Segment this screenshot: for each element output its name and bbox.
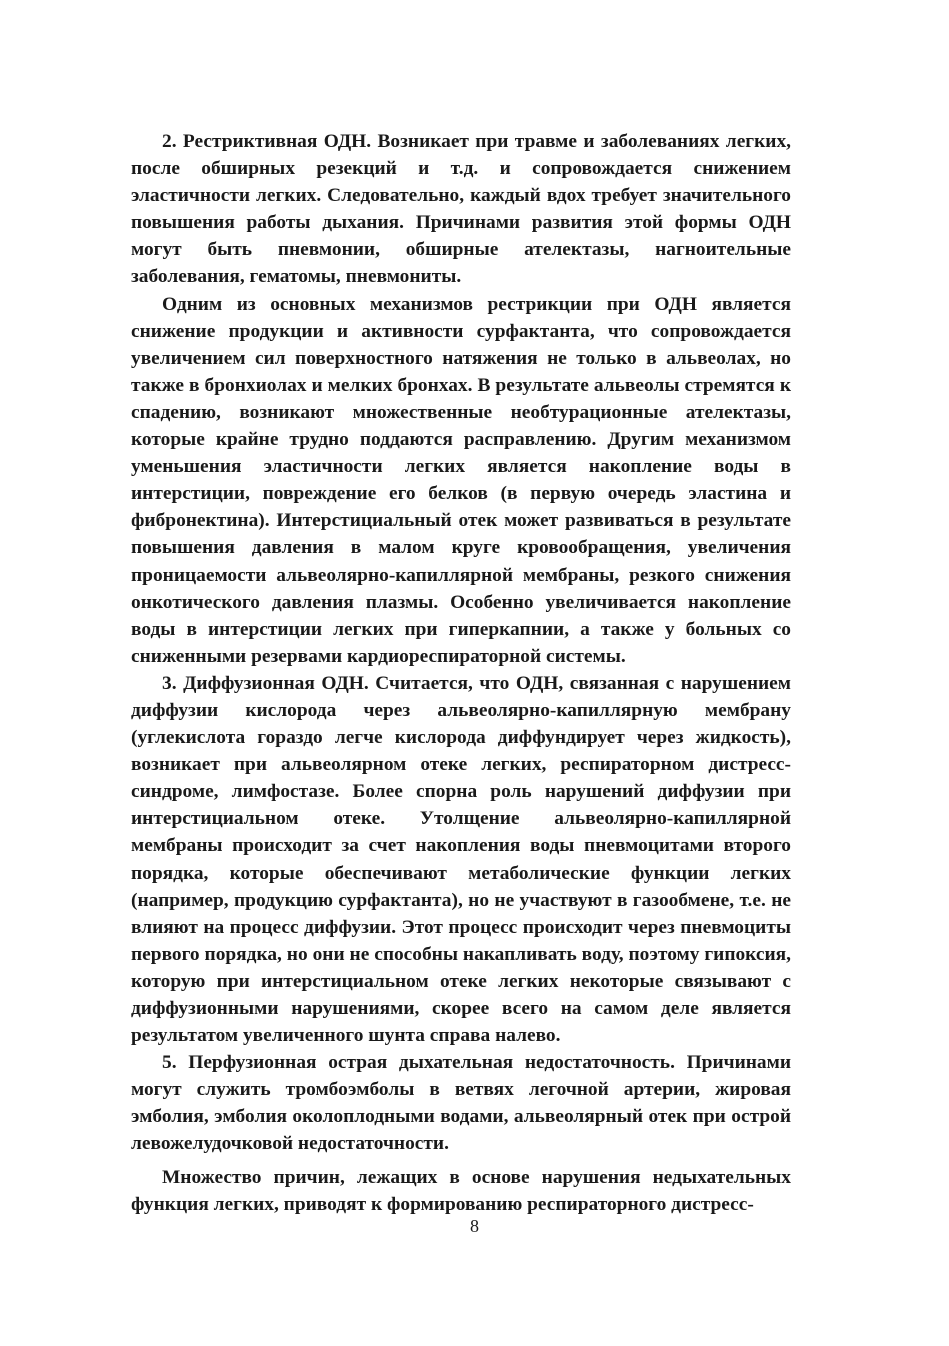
page-body (131, 128, 791, 1218)
paragraph-perfusion: 5. Перфузионная острая дыхательная недостаточность. Причинами могут служить тромбоэмболы в ветвях легочной артерии, жировая эмболия, эмболия околоплодными водами, альвеолярный отек при острой левожелудочковой недостаточности. (131, 1052, 791, 1155)
paragraph-restrictive: 2. Рестриктивная ОДН. Возникает при травме и заболеваниях легких, после обширных резекций и т.д. и сопровождается снижением эластичности легких. Следовательно, каждый вдох требует значительного повышения работы дыхания. Причинами развития этой формы ОДН могут быть пневмонии, обширные ателектазы, нагноительные заболевания, гематомы, пневмониты. (131, 131, 791, 288)
paragraph-restriction-mechanisms: Одним из основных механизмов рестрикции при ОДН является снижение продукции и активности сурфактанта, что сопровождается увеличением сил поверхностного натяжения не только в альвеолах, но также в бронхиолах и мелких бронхах. В результате альвеолы стремятся к спадению, возникают множественные необтурационные ателектазы, которые крайне трудно поддаются расправлению. Другим механизмом уменьшения эластичности легких является накопление воды в интерстиции, повреждение его белков (в первую очередь эластина и фибронектина). Интерстициальный отек может развиваться в результате повышения давления в малом круге кровообращения, увеличения проницаемости альвеолярно-капиллярной мембраны, резкого снижения онкотического давления плазмы. Особенно увеличивается накопление воды в интерстиции легких при гиперкапнии, а также у больных со сниженными резервами кардиореспираторной системы. (131, 293, 791, 667)
paragraph-distress-causes: Множество причин, лежащих в основе нарушения недыхательных функция легких, приводят к формированию респираторного дистресс- (131, 1166, 791, 1215)
paragraph-diffusion: 3. Диффузионная ОДН. Считается, что ОДН, связанная с нарушением диффузии кислорода через альвеолярно-капиллярную мембрану (углекислота гораздо легче кислорода диффундирует через жидкость), возникает при альвеолярном отеке легких, респираторном дистресс-синдроме, лимфостазе. Более спорна роль нарушений диффузии при интерстициальном отеке. Утолщение альвеолярно-капиллярной мембраны происходит за счет накопления воды пневмоцитами второго порядка, которые обеспечивают метаболические функции легких (например, продукцию сурфактанта), но не участвуют в газообмене, т.е. не влияют на процесс диффузии. Этот процесс происходит через пневмоциты первого порядка, но они не способны накапливать воду, поэтому гипоксия, которую при интерстициальном отеке легких некоторые связывают с диффузионными нарушениями, скорее всего на самом деле является результатом увеличенного шунта справа налево. (131, 672, 791, 1047)
page-number: 8 (470, 1216, 479, 1236)
